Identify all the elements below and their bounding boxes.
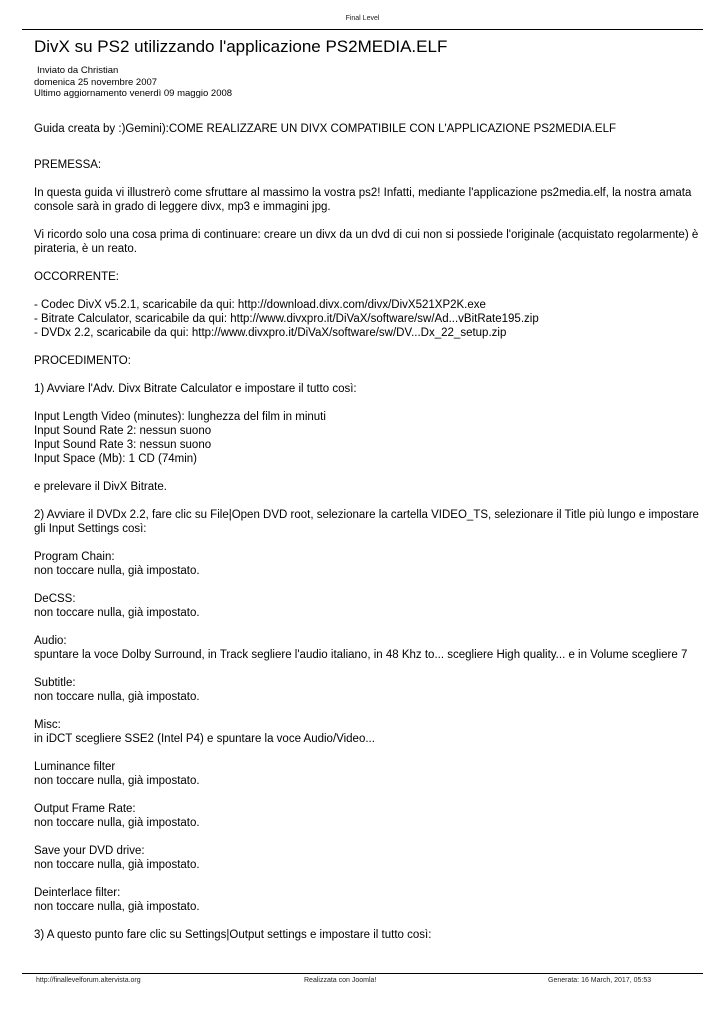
footer-divider: [22, 973, 703, 974]
paragraph-line: Guida creata by :)Gemini):COME REALIZZARE UN DIVX COMPATIBILE CON L'APPLICAZIONE PS2MEDIA.ELF: [34, 123, 617, 135]
paragraph-line: In questa guida vi illustrerò come sfruttare al massimo la vostra ps2! Infatti, mediante l'applicazione ps2media.elf, la nostra amata console sarà in grado di leggere divx, mp3 e immagini jpg.: [34, 187, 692, 213]
paragraph-line: spuntare la voce Dolby Surround, in Track segliere l'audio italiano, in 48 Khz to... scegliere High quality... e in Volume scegliere 7: [34, 649, 688, 661]
article-paragraph: [34, 928, 702, 942]
paragraph-line: PROCEDIMENTO:: [34, 355, 131, 367]
paragraph-line: Input Length Video (minutes): lunghezza del film in minuti: [34, 411, 326, 423]
paragraph-line: Save your DVD drive:: [34, 845, 145, 857]
paragraph-line: Output Frame Rate:: [34, 803, 136, 815]
paragraph-line: non toccare nulla, già impostato.: [34, 565, 200, 577]
paragraph-line: non toccare nulla, già impostato.: [34, 607, 200, 619]
footer-generated-date: Generata: 16 March, 2017, 05:53: [548, 977, 652, 984]
paragraph-line: Misc:: [34, 719, 61, 731]
page-header: Final Level: [345, 15, 380, 22]
paragraph-line: Input Sound Rate 2: nessun suono: [34, 425, 212, 437]
article-paragraph: [34, 270, 702, 284]
article-paragraph: [34, 592, 702, 620]
paragraph-line: Luminance filter: [34, 761, 116, 773]
paragraph-line: Input Space (Mb): 1 CD (74min): [34, 453, 197, 465]
paragraph-line: PREMESSA:: [34, 159, 102, 171]
article-paragraph: [34, 410, 702, 466]
article-paragraph: [34, 122, 702, 136]
header-divider: [22, 29, 703, 30]
article-paragraph: [34, 508, 702, 536]
paragraph-line: Subtitle:: [34, 677, 76, 689]
paragraph-line: - Bitrate Calculator, scaricabile da qui: http://www.divxpro.it/DiVaX/software/sw/Ad...vBitRate195.zip: [34, 313, 539, 325]
paragraph-line: Program Chain:: [34, 551, 115, 563]
article-paragraph: [34, 886, 702, 914]
article-title: DivX su PS2 utilizzando l'applicazione PS2MEDIA.ELF: [34, 37, 448, 56]
paragraph-line: non toccare nulla, già impostato.: [34, 775, 200, 787]
paragraph-line: 3) A questo punto fare clic su Settings|Output settings e impostare il tutto così:: [34, 929, 432, 941]
paragraph-line: non toccare nulla, già impostato.: [34, 691, 200, 703]
paragraph-line: - DVDx 2.2, scaricabile da qui: http://www.divxpro.it/DiVaX/software/sw/DV...Dx_22_setup.zip: [34, 327, 507, 339]
article-date: domenica 25 novembre 2007: [34, 76, 158, 88]
article-paragraph: [34, 186, 702, 214]
paragraph-line: 2) Avviare il DVDx 2.2, fare clic su File|Open DVD root, selezionare la cartella VIDEO_TS, selezionare il Title più lungo e impostare gli Input Settings così:: [34, 509, 699, 535]
article-paragraph: [34, 760, 702, 788]
article-paragraph: [34, 844, 702, 872]
article-updated: Ultimo aggiornamento venerdì 09 maggio 2008: [34, 88, 233, 99]
paragraph-line: in iDCT scegliere SSE2 (Intel P4) e spuntare la voce Audio/Video...: [34, 733, 375, 745]
paragraph-line: - Codec DivX v5.2.1, scaricabile da qui: http://download.divx.com/divx/DivX521XP2K.exe: [34, 299, 486, 311]
paragraph-line: DeCSS:: [34, 593, 76, 605]
paragraph-line: non toccare nulla, già impostato.: [34, 859, 200, 871]
article-body: [34, 122, 702, 956]
article-paragraph: [34, 298, 702, 340]
article-paragraph: [34, 676, 702, 704]
article-paragraph: [34, 634, 702, 662]
article-author: Inviato da Christian: [37, 65, 119, 76]
article-paragraph: [34, 718, 702, 746]
article-paragraph: [34, 228, 702, 256]
article-meta: [34, 65, 232, 100]
paragraph-line: e prelevare il DivX Bitrate.: [34, 481, 167, 493]
paragraph-line: OCCORRENTE:: [34, 271, 119, 283]
paragraph-line: non toccare nulla, già impostato.: [34, 817, 200, 829]
article-paragraph: [34, 480, 702, 494]
footer-site-url[interactable]: http://finallevelforum.altervista.org: [36, 977, 141, 984]
article-paragraph: [34, 158, 702, 172]
paragraph-line: Vi ricordo solo una cosa prima di continuare: creare un divx da un dvd di cui non si possiede l'originale (acquistato regolarmente) è pirateria, è un reato.: [34, 229, 699, 255]
paragraph-line: 1) Avviare l'Adv. Divx Bitrate Calculator e impostare il tutto così:: [34, 383, 357, 395]
article-paragraph: [34, 382, 702, 396]
article-paragraph: [34, 354, 702, 368]
paragraph-line: Audio:: [34, 635, 67, 647]
footer-made-with: Realizzata con Joomla!: [304, 977, 377, 984]
paragraph-line: non toccare nulla, già impostato.: [34, 901, 200, 913]
paragraph-line: Deinterlace filter:: [34, 887, 121, 899]
paragraph-line: Input Sound Rate 3: nessun suono: [34, 439, 212, 451]
article-paragraph: [34, 802, 702, 830]
article-paragraph: [34, 550, 702, 578]
